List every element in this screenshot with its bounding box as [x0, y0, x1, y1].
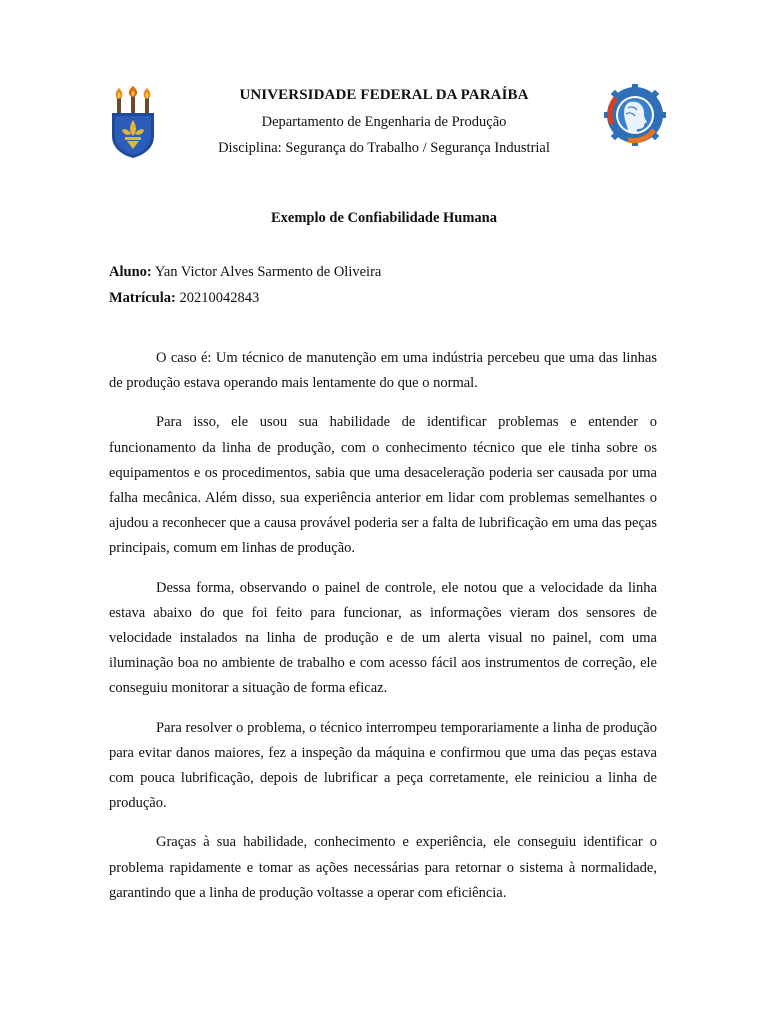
student-id-row — [109, 285, 381, 311]
student-name-label: Aluno: — [109, 264, 152, 280]
university-name: UNIVERSIDADE FEDERAL DA PARAÍBA — [239, 87, 529, 103]
student-name-row — [109, 259, 381, 285]
document-header — [160, 84, 608, 161]
student-id-label: Matrícula: — [109, 290, 176, 306]
body-paragraph: Para isso, ele usou sua habilidade de identificar problemas e entender o funcionamento da linha de produção, com o conhecimento técnico que ele tinha sobre os equipamentos e os procedimentos, sabia que uma desaceleração poderia ser causada por uma falha mecânica. Além disso, sua experiência anterior em lidar com problemas semelhantes o ajudou a reconhecer que a causa provável poderia ser a falta de lubrificação em uma das peças principais, comum em linhas de produção. — [109, 414, 657, 557]
student-name-value: Yan Victor Alves Sarmento de Oliveira — [154, 264, 382, 280]
document-title: Exemplo de Confiabilidade Humana — [271, 210, 497, 226]
student-info — [109, 259, 381, 311]
body-paragraph: O caso é: Um técnico de manutenção em uma indústria percebeu que uma das linhas de produção estava operando mais lentamente do que o normal. — [109, 350, 657, 392]
document-body — [109, 346, 657, 920]
discipline-name: Disciplina: Segurança do Trabalho / Segurança Industrial — [218, 140, 550, 156]
body-paragraph: Dessa forma, observando o painel de controle, ele notou que a velocidade da linha estava abaixo do que foi feito para funcionar, as informações vieram dos sensores de velocidade instalados na linha de produção e de um alerta visual no painel, com uma iluminação boa no ambiente de trabalho e com acesso fácil aos instrumentos de correção, ele conseguiu monitorar a situação de forma eficaz. — [109, 579, 657, 697]
body-paragraph: Para resolver o problema, o técnico interrompeu temporariamente a linha de produção para evitar danos maiores, fez a inspeção da máquina e confirmou que uma das peças estava com pouca lubrificação, depois de lubrificar a peça corretamente, ele reiniciou a linha de produção. — [109, 719, 657, 812]
student-id-value: 20210042843 — [179, 290, 260, 306]
engineering-department-emblem-icon — [604, 84, 666, 146]
body-paragraph: Graças à sua habilidade, conhecimento e experiência, ele conseguiu identificar o problema rapidamente e tomar as ações necessárias para retornar o sistema à normalidade, garantindo que a linha de produção voltasse a operar com eficiência. — [109, 834, 657, 901]
ufpb-crest-icon — [108, 86, 158, 158]
department-name: Departamento de Engenharia de Produção — [261, 114, 507, 130]
